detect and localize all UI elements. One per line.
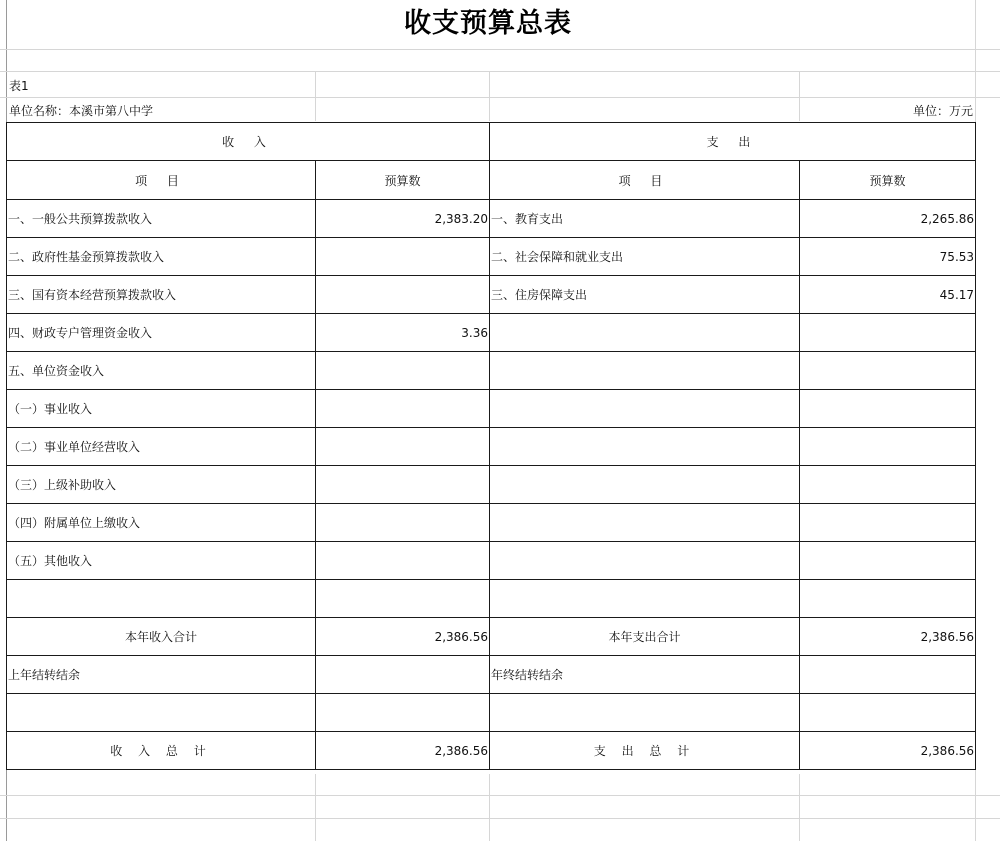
expense-value	[800, 428, 976, 466]
expense-item	[490, 466, 800, 504]
expense-value	[800, 314, 976, 352]
expense-grand-total-value: 2,386.56	[800, 732, 976, 770]
income-value	[316, 428, 490, 466]
income-item: （五）其他收入	[7, 542, 316, 580]
expense-item	[490, 542, 800, 580]
expense-budget-header: 预算数	[800, 161, 976, 200]
grid-line	[489, 71, 490, 121]
unit-label: 单位：万元	[912, 104, 973, 118]
expense-value	[800, 352, 976, 390]
expense-item	[490, 390, 800, 428]
income-value: 3.36	[316, 314, 490, 352]
expense-item-header: 项 目	[490, 161, 800, 200]
year-end-carryover-value	[800, 656, 976, 694]
table-row	[7, 238, 976, 276]
expense-value	[800, 466, 976, 504]
income-item: （二）事业单位经营收入	[7, 428, 316, 466]
year-expense-total-value: 2,386.56	[800, 618, 976, 656]
grid-line	[0, 795, 1000, 796]
expense-value	[800, 390, 976, 428]
column-header-row	[7, 161, 976, 200]
year-expense-total-label: 本年支出合计	[490, 618, 800, 656]
income-item-header: 项 目	[7, 161, 316, 200]
empty-cell	[800, 694, 976, 732]
expense-item: 一、教育支出	[490, 200, 800, 238]
carry-over-row	[7, 656, 976, 694]
income-value	[316, 542, 490, 580]
grid-line	[0, 97, 1000, 98]
income-grand-total-value: 2,386.56	[316, 732, 490, 770]
expense-item	[490, 428, 800, 466]
prior-year-carryover-label: 上年结转结余	[7, 656, 316, 694]
income-value	[316, 352, 490, 390]
expense-value: 45.17	[800, 276, 976, 314]
year-total-row	[7, 618, 976, 656]
income-value	[316, 238, 490, 276]
expense-value	[800, 504, 976, 542]
income-value	[316, 504, 490, 542]
income-value	[316, 390, 490, 428]
expense-value: 2,265.86	[800, 200, 976, 238]
section-header-row	[7, 123, 976, 161]
grid-line	[315, 774, 316, 841]
income-header: 收 入	[7, 123, 490, 161]
income-item: （一）事业收入	[7, 390, 316, 428]
grid-line	[489, 774, 490, 841]
income-value: 2,383.20	[316, 200, 490, 238]
expense-item: 二、社会保障和就业支出	[490, 238, 800, 276]
expense-header: 支 出	[490, 123, 976, 161]
grid-line	[799, 774, 800, 841]
expense-item	[490, 504, 800, 542]
income-item: （四）附属单位上缴收入	[7, 504, 316, 542]
empty-cell	[7, 694, 316, 732]
expense-value	[800, 580, 976, 618]
grid-line	[315, 71, 316, 121]
income-item	[7, 580, 316, 618]
grid-line	[0, 49, 1000, 50]
expense-item: 三、住房保障支出	[490, 276, 800, 314]
unit-name: 单位名称：本溪市第八中学	[9, 104, 154, 118]
expense-item	[490, 580, 800, 618]
expense-value	[800, 542, 976, 580]
year-income-total-label: 本年收入合计	[7, 618, 316, 656]
income-item: （三）上级补助收入	[7, 466, 316, 504]
table-row	[7, 390, 976, 428]
table-row	[7, 504, 976, 542]
table-row	[7, 428, 976, 466]
grand-total-row	[7, 732, 976, 770]
income-value	[316, 466, 490, 504]
table-row	[7, 276, 976, 314]
table-number: 表1	[9, 79, 29, 93]
table-row	[7, 200, 976, 238]
income-item: 二、政府性基金预算拨款收入	[7, 238, 316, 276]
grid-line	[799, 71, 800, 121]
table-row	[7, 314, 976, 352]
empty-cell	[490, 694, 800, 732]
table-row	[7, 352, 976, 390]
grid-line	[0, 818, 1000, 819]
expense-item	[490, 352, 800, 390]
expense-item	[490, 314, 800, 352]
income-budget-header: 预算数	[316, 161, 490, 200]
expense-value: 75.53	[800, 238, 976, 276]
table-row	[7, 466, 976, 504]
income-value	[316, 276, 490, 314]
grid-line	[0, 71, 1000, 72]
page-title: 收支预算总表	[404, 8, 572, 39]
prior-year-carryover-value	[316, 656, 490, 694]
empty-cell	[316, 694, 490, 732]
table-row	[7, 580, 976, 618]
budget-table	[6, 122, 976, 770]
table-row	[7, 542, 976, 580]
table-row	[7, 694, 976, 732]
income-value	[316, 580, 490, 618]
income-item: 四、财政专户管理资金收入	[7, 314, 316, 352]
income-grand-total-label: 收 入 总 计	[7, 732, 316, 770]
year-end-carryover-label: 年终结转结余	[490, 656, 800, 694]
year-income-total-value: 2,386.56	[316, 618, 490, 656]
income-item: 五、单位资金收入	[7, 352, 316, 390]
income-item: 一、一般公共预算拨款收入	[7, 200, 316, 238]
expense-grand-total-label: 支 出 总 计	[490, 732, 800, 770]
income-item: 三、国有资本经营预算拨款收入	[7, 276, 316, 314]
